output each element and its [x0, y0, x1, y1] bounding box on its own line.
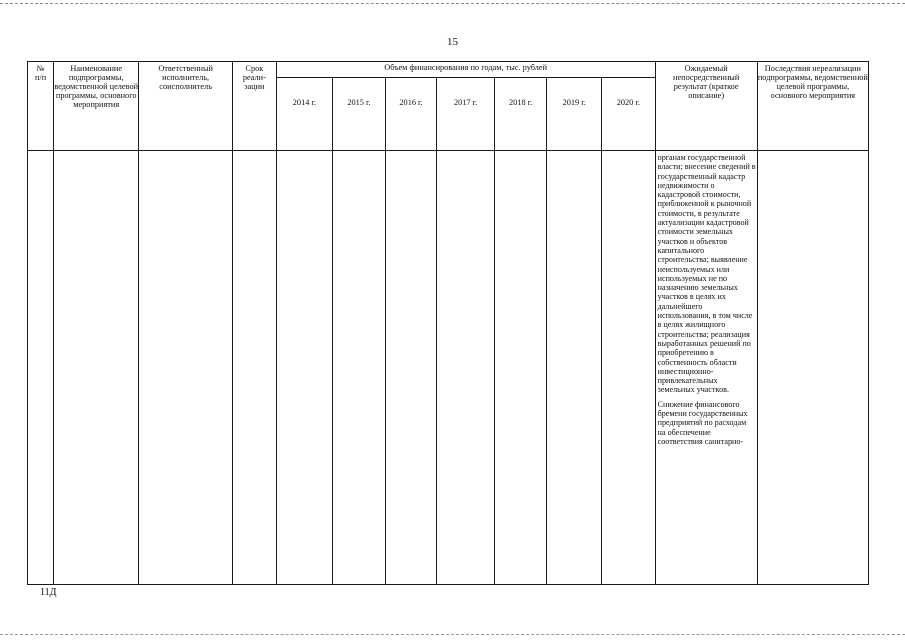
cell-name [54, 151, 139, 585]
header-year-2014: 2014 г. [276, 78, 333, 151]
header-year-2016: 2016 г. [385, 78, 437, 151]
header-year-2017: 2017 г. [437, 78, 495, 151]
header-name: Наименование подпрограммы, ведомственной целевой программы, основного мероприятия [54, 62, 139, 151]
cell-2016 [385, 151, 437, 585]
program-table [27, 61, 869, 585]
cell-2015 [333, 151, 386, 585]
cell-2020 [601, 151, 655, 585]
cell-2019 [547, 151, 602, 585]
cell-consequences [757, 151, 868, 585]
cell-2014 [276, 151, 333, 585]
cell-2018 [494, 151, 547, 585]
header-expected-result: Ожидаемый непосредственный результат (краткое описание) [655, 62, 757, 151]
footer-code: 11Д [40, 587, 57, 598]
header-year-2018: 2018 г. [494, 78, 547, 151]
header-year-2015: 2015 г. [333, 78, 386, 151]
expected-result-paragraph-1: органам государственной власти; внесение сведений в государственный кадастр недвижимости о кадастровой стоимости, приближенной к рыночной стоимости, в результате актуализации кадастровой стоимости земельных участков и объектов капитального строительства; выявление неиспользуемых или используемых не по назначению земельных участков в целях их дальнейшего использования, в том числе в целях жилищного строительства; реализация выработанных решений по приобретению в собственность области инвестиционно-привлекательных земельных участков. [657, 153, 756, 395]
table-row [28, 151, 869, 585]
expected-result-paragraph-2: Снижение финансового бремени государственных предприятий по расходам на обеспечение соответствия санитарно- [657, 399, 748, 446]
header-num: № п/п [28, 62, 54, 151]
cell-2017 [437, 151, 495, 585]
cell-term [233, 151, 276, 585]
header-consequences: Последствия нереализации подпрограммы, ведомственной целевой программы, основного мероприятия [757, 62, 868, 151]
cell-responsible [139, 151, 233, 585]
header-year-2019: 2019 г. [547, 78, 602, 151]
header-responsible: Ответственный исполнитель, соисполнитель [139, 62, 233, 151]
header-year-2020: 2020 г. [601, 78, 655, 151]
scan-edge-bottom [0, 634, 905, 635]
header-funding-group: Объем финансирования по годам, тыс. рублей [276, 62, 655, 78]
scan-edge-top [0, 3, 905, 4]
header-term: Срок реали-зации [233, 62, 276, 151]
cell-num [28, 151, 54, 585]
page-number: 15 [447, 36, 458, 48]
cell-expected-result [655, 151, 757, 585]
